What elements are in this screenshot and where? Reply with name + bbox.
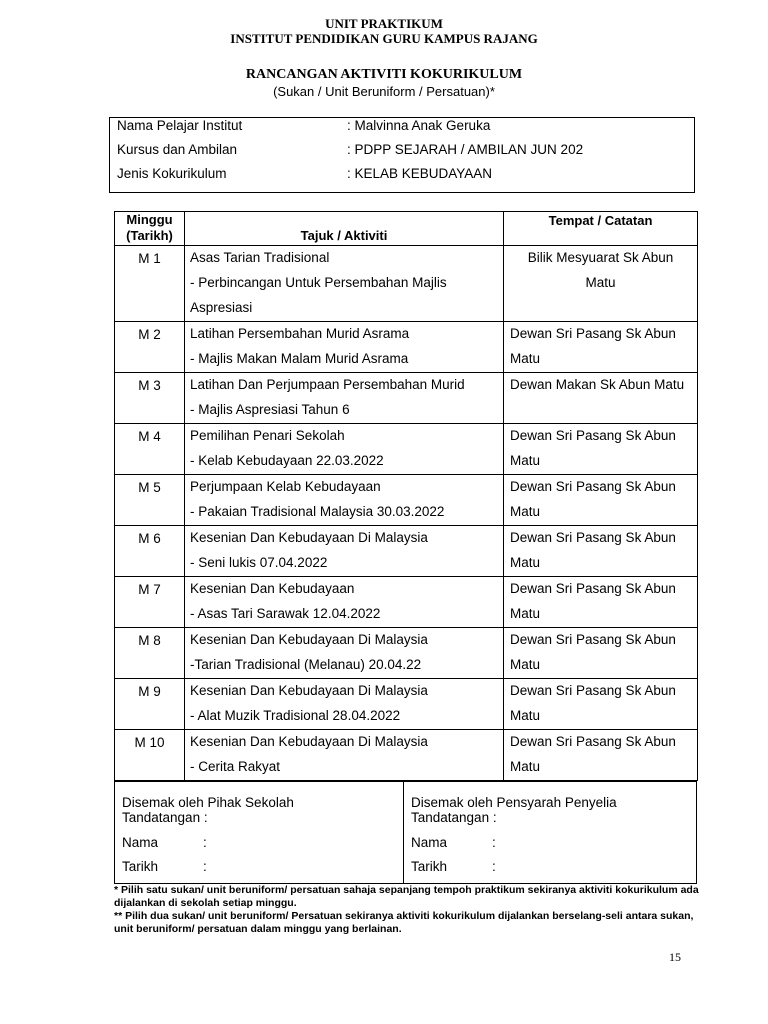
place-cell [504,679,698,730]
activity-cell [185,424,504,475]
place-cell [504,526,698,577]
place-line: Matu [510,708,541,723]
activity-cell [185,475,504,526]
activity-line: Perjumpaan Kelab Kebudayaan [190,479,381,494]
activity-line: Kesenian Dan Kebudayaan Di Malaysia [190,683,428,698]
activity-cell [185,526,504,577]
info-value: : PDPP SEJARAH / AMBILAN JUN 202 [347,142,584,157]
week-cell: M 10 [115,730,185,781]
activity-line: - Majlis Makan Malam Murid Asrama [190,351,409,366]
week-cell: M 5 [115,475,185,526]
name-label: Nama [122,835,159,850]
page-title: RANCANGAN AKTIVITI KOKURIKULUM [245,67,523,82]
table-row [115,424,698,475]
place-cell [504,730,698,781]
place-cell [504,577,698,628]
signoff-heading: Disemak oleh Pensyarah Penyelia [411,795,617,810]
activity-cell [185,628,504,679]
footnote-1: * Pilih satu sukan/ unit beruniform/ persatuan sahaja sepanjang tempoh praktikum sekiranya aktiviti kokurikulum ada dijalankan di sekolah setiap minggu. [114,884,699,909]
activity-cell [185,322,504,373]
place-cell [504,246,698,322]
week-header-line1: Minggu [126,212,173,227]
activity-line: Kesenian Dan Kebudayaan [190,581,355,596]
activity-line: Kesenian Dan Kebudayaan Di Malaysia [190,734,428,749]
place-line: Matu [510,351,541,366]
activity-cell [185,246,504,322]
date-label: Tarikh [122,859,159,874]
info-label: Nama Pelajar Institut [117,118,243,133]
info-label: Jenis Kokurikulum [117,166,227,181]
footnote-2: ** Pilih dua sukan/ unit beruniform/ Persatuan sekiranya aktiviti kokurikulum dijalankan berselang-seli antara sukan, unit beruniform/ persatuan dalam minggu yang berlainan. [114,910,694,935]
school-signoff [115,782,404,883]
place-line: Matu [510,759,541,774]
activity-table [114,211,698,781]
signature-label: Tandatangan : [411,810,497,825]
activity-cell [185,730,504,781]
activity-cell [185,373,504,424]
activity-line: - Cerita Rakyat [190,759,281,774]
activity-line: Kesenian Dan Kebudayaan Di Malaysia [190,530,428,545]
activity-line: Kesenian Dan Kebudayaan Di Malaysia [190,632,428,647]
activity-line: - Kelab Kebudayaan 22.03.2022 [190,453,384,468]
place-cell [504,475,698,526]
activity-line: - Perbincangan Untuk Persembahan Majlis [190,275,447,290]
week-cell: M 3 [115,373,185,424]
place-line: Dewan Makan Sk Abun Matu [510,377,685,392]
unit-heading: UNIT PRAKTIKUM [325,16,443,31]
page-number: 15 [669,950,681,964]
table-header-row [115,212,698,246]
student-info-box [109,117,695,193]
table-row [115,526,698,577]
activity-line: Latihan Persembahan Murid Asrama [190,326,410,341]
name-colon: : [203,835,207,850]
week-header-line2: (Tarikh) [126,228,173,243]
activity-line: - Pakaian Tradisional Malaysia 30.03.2022 [190,504,445,519]
activity-line: Asas Tarian Tradisional [190,250,330,265]
place-line: Matu [585,275,616,290]
place-line: Matu [510,453,541,468]
date-label: Tarikh [411,859,448,874]
table-row [115,246,698,322]
activity-line: Aspresiasi [190,300,253,315]
place-line: Matu [510,606,541,621]
date-colon: : [203,859,207,874]
table-row [115,628,698,679]
activity-line: - Alat Muzik Tradisional 28.04.2022 [190,708,401,723]
week-cell: M 8 [115,628,185,679]
week-cell: M 2 [115,322,185,373]
week-cell: M 7 [115,577,185,628]
place-line: Dewan Sri Pasang Sk Abun [510,632,676,647]
signoff-heading: Disemak oleh Pihak Sekolah [122,795,294,810]
signoff-box [114,781,697,884]
place-cell [504,322,698,373]
activity-line: -Tarian Tradisional (Melanau) 20.04.22 [190,657,422,672]
activity-header: Tajuk / Aktiviti [185,212,504,246]
institute-heading: INSTITUT PENDIDIKAN GURU KAMPUS RAJANG [230,31,538,46]
place-line: Matu [510,504,541,519]
place-cell [504,628,698,679]
place-line: Dewan Sri Pasang Sk Abun [510,428,676,443]
table-row [115,373,698,424]
place-header: Tempat / Catatan [504,212,698,246]
table-row [115,679,698,730]
place-line: Dewan Sri Pasang Sk Abun [510,530,676,545]
name-label: Nama [411,835,448,850]
week-header [115,212,185,246]
week-cell: M 4 [115,424,185,475]
table-row [115,475,698,526]
info-value: : Malvinna Anak Geruka [347,118,491,133]
activity-line: - Seni lukis 07.04.2022 [190,555,328,570]
place-cell [504,424,698,475]
place-cell [504,373,698,424]
activity-cell [185,577,504,628]
signature-label: Tandatangan : [122,810,208,825]
place-line: Matu [510,657,541,672]
table-row [115,322,698,373]
place-line: Bilik Mesyuarat Sk Abun [527,250,674,265]
date-colon: : [492,859,496,874]
lecturer-signoff [404,782,696,883]
footnotes [114,884,714,936]
place-line: Dewan Sri Pasang Sk Abun [510,734,676,749]
place-line: Dewan Sri Pasang Sk Abun [510,683,676,698]
week-cell: M 9 [115,679,185,730]
name-colon: : [492,835,496,850]
table-row [115,730,698,781]
info-value: : KELAB KEBUDAYAAN [347,166,493,181]
place-line: Matu [510,555,541,570]
activity-line: - Majlis Aspresiasi Tahun 6 [190,402,350,417]
place-line: Dewan Sri Pasang Sk Abun [510,581,676,596]
table-row [115,577,698,628]
activity-cell [185,679,504,730]
activity-line: Latihan Dan Perjumpaan Persembahan Murid [190,377,465,392]
page-subtitle: (Sukan / Unit Beruniform / Persatuan)* [273,84,495,99]
info-label: Kursus dan Ambilan [117,142,238,157]
place-line: Dewan Sri Pasang Sk Abun [510,326,676,341]
activity-line: - Asas Tari Sarawak 12.04.2022 [190,606,381,621]
week-cell: M 1 [115,246,185,322]
activity-line: Pemilihan Penari Sekolah [190,428,345,443]
place-line: Dewan Sri Pasang Sk Abun [510,479,676,494]
week-cell: M 6 [115,526,185,577]
